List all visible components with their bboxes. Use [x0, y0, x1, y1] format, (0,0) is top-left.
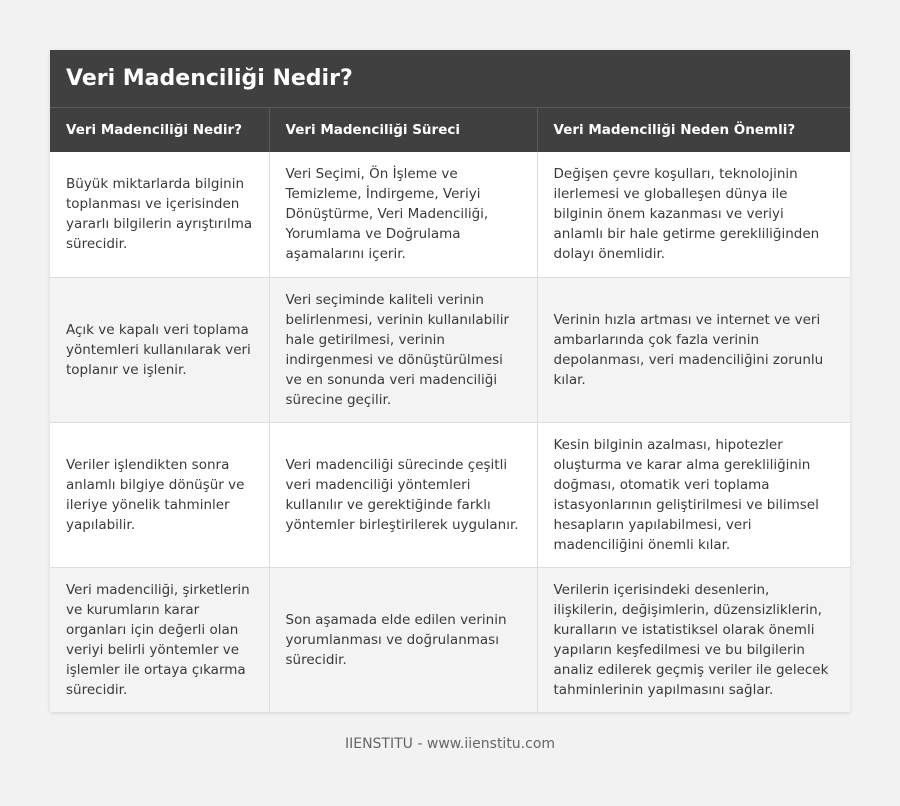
table-cell: Veri Seçimi, Ön İşleme ve Temizleme, İndirgeme, Veriyi Dönüştürme, Veri Madenciliği, Yorumlama ve Doğrulama aşamalarını içerir. — [269, 152, 537, 277]
table-row — [50, 277, 850, 422]
table-header-row — [50, 108, 850, 152]
page-title: Veri Madenciliği Nedir? — [50, 50, 850, 108]
table-cell: Verilerin içerisindeki desenlerin, ilişkilerin, değişimlerin, düzensizliklerin, kuralların ve istatistiksel olarak önemli yapıların keşfedilmesi ve bu bilgilerin analiz edilerek geçmiş veriler ile gelecek tahminlerinin yapılmasını sağlar. — [537, 567, 850, 712]
table-cell: Değişen çevre koşulları, teknolojinin ilerlemesi ve globalleşen dünya ile bilginin önem kazanması ve veriyi anlamlı bir hale getirme gerekliliğinden dolayı önemlidir. — [537, 152, 850, 277]
table-cell: Kesin bilginin azalması, hipotezler oluşturma ve karar alma gerekliliğinin doğması, otomatik veri toplama istasyonlarının geliştirilmesi ve bilimsel hesapların yapılabilmesi, veri madenciliğini önemli kılar. — [537, 422, 850, 567]
data-table — [50, 108, 850, 712]
table-cell: Verinin hızla artması ve internet ve veri ambarlarında çok fazla verinin depolanması, veri madenciliğini zorunlu kılar. — [537, 277, 850, 422]
column-header: Veri Madenciliği Nedir? — [50, 108, 269, 152]
footer-credit: IIENSTITU - www.iienstitu.com — [344, 736, 556, 752]
column-header: Veri Madenciliği Süreci — [269, 108, 537, 152]
table-cell: Büyük miktarlarda bilginin toplanması ve içerisinden yararlı bilgilerin ayrıştırılma sürecidir. — [50, 152, 269, 277]
table-cell: Veri madenciliği, şirketlerin ve kurumların karar organları için değerli olan veriyi belirli yöntemler ve işlemler ile ortaya çıkarma sürecidir. — [50, 567, 269, 712]
table-cell: Veri madenciliği sürecinde çeşitli veri madenciliği yöntemleri kullanılır ve gerektiğinde farklı yöntemler birleştirilerek uygulanır. — [269, 422, 537, 567]
table-cell: Veriler işlendikten sonra anlamlı bilgiye dönüşür ve ileriye yönelik tahminler yapılabilir. — [50, 422, 269, 567]
table-row — [50, 422, 850, 567]
table-cell: Veri seçiminde kaliteli verinin belirlenmesi, verinin kullanılabilir hale getirilmesi, verinin indirgenmesi ve dönüştürülmesi ve en sonunda veri madenciliği sürecine geçilir. — [269, 277, 537, 422]
table-card — [50, 50, 850, 712]
table-row — [50, 152, 850, 277]
table-cell: Son aşamada elde edilen verinin yorumlanması ve doğrulanması sürecidir. — [269, 567, 537, 712]
table-row — [50, 567, 850, 712]
table-cell: Açık ve kapalı veri toplama yöntemleri kullanılarak veri toplanır ve işlenir. — [50, 277, 269, 422]
column-header: Veri Madenciliği Neden Önemli? — [537, 108, 850, 152]
